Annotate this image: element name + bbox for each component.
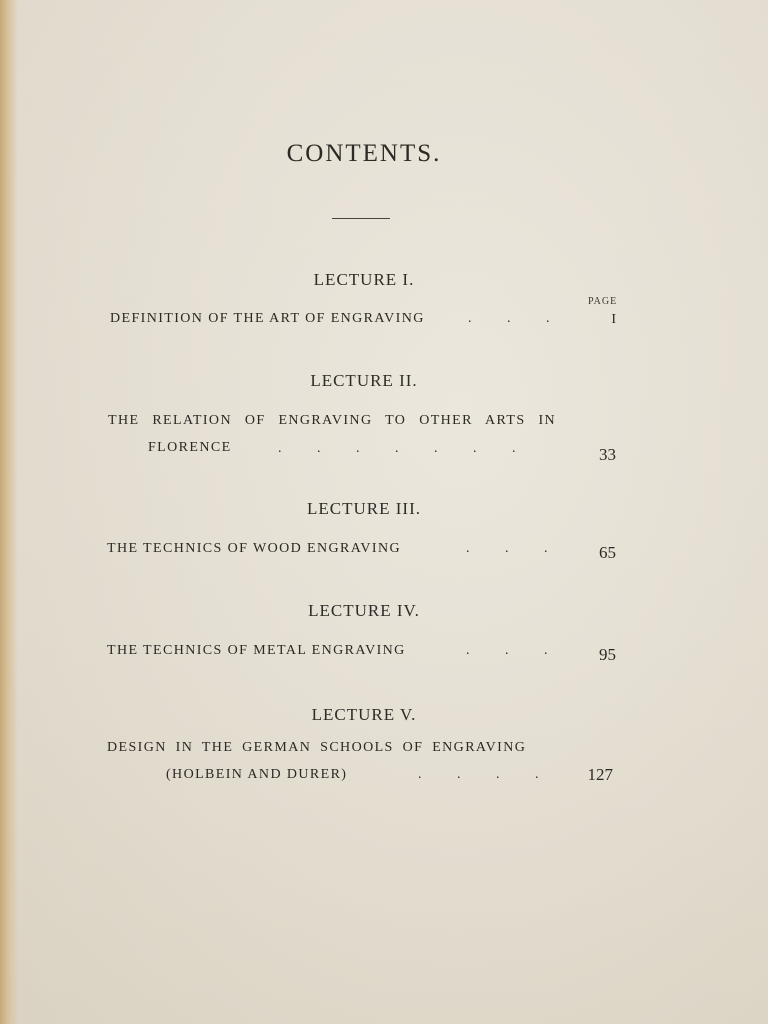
toc-page-4: 95: [599, 645, 616, 664]
toc-leader-2: . . . . . . .: [278, 441, 516, 456]
lecture-heading-1: LECTURE I.: [313, 270, 415, 289]
toc-entry-2-line-2: FLORENCE: [148, 440, 232, 455]
toc-leader-4: . . .: [466, 643, 548, 658]
lecture-heading-4: LECTURE IV.: [308, 601, 420, 620]
toc-page-1: I: [611, 312, 616, 327]
toc-entry-3: THE TECHNICS OF WOOD ENGRAVING: [107, 541, 402, 556]
toc-page-5: 127: [587, 765, 613, 784]
title-divider: [332, 218, 390, 219]
toc-leader-5: . . . .: [418, 767, 539, 782]
toc-entry-1: DEFINITION OF THE ART OF ENGRAVING: [110, 311, 425, 326]
contents-title: CONTENTS.: [286, 140, 442, 167]
lecture-heading-5: LECTURE V.: [311, 705, 417, 724]
lecture-heading-2: LECTURE II.: [310, 371, 418, 390]
lecture-heading-3: LECTURE III.: [307, 499, 421, 518]
page-column-label: PAGE: [588, 296, 618, 307]
toc-leader-1: . . .: [468, 311, 550, 326]
toc-page-2: 33: [599, 445, 616, 464]
toc-entry-5-line-1: DESIGN IN THE GERMAN SCHOOLS OF ENGRAVING: [107, 740, 527, 755]
toc-entry-4: THE TECHNICS OF METAL ENGRAVING: [107, 643, 406, 658]
toc-entry-2-line-1: THE RELATION OF ENGRAVING TO OTHER ARTS IN: [108, 413, 557, 428]
toc-leader-3: . . .: [466, 541, 548, 556]
toc-entry-5-line-2: (HOLBEIN AND DURER): [166, 767, 348, 782]
toc-page-3: 65: [599, 543, 616, 562]
